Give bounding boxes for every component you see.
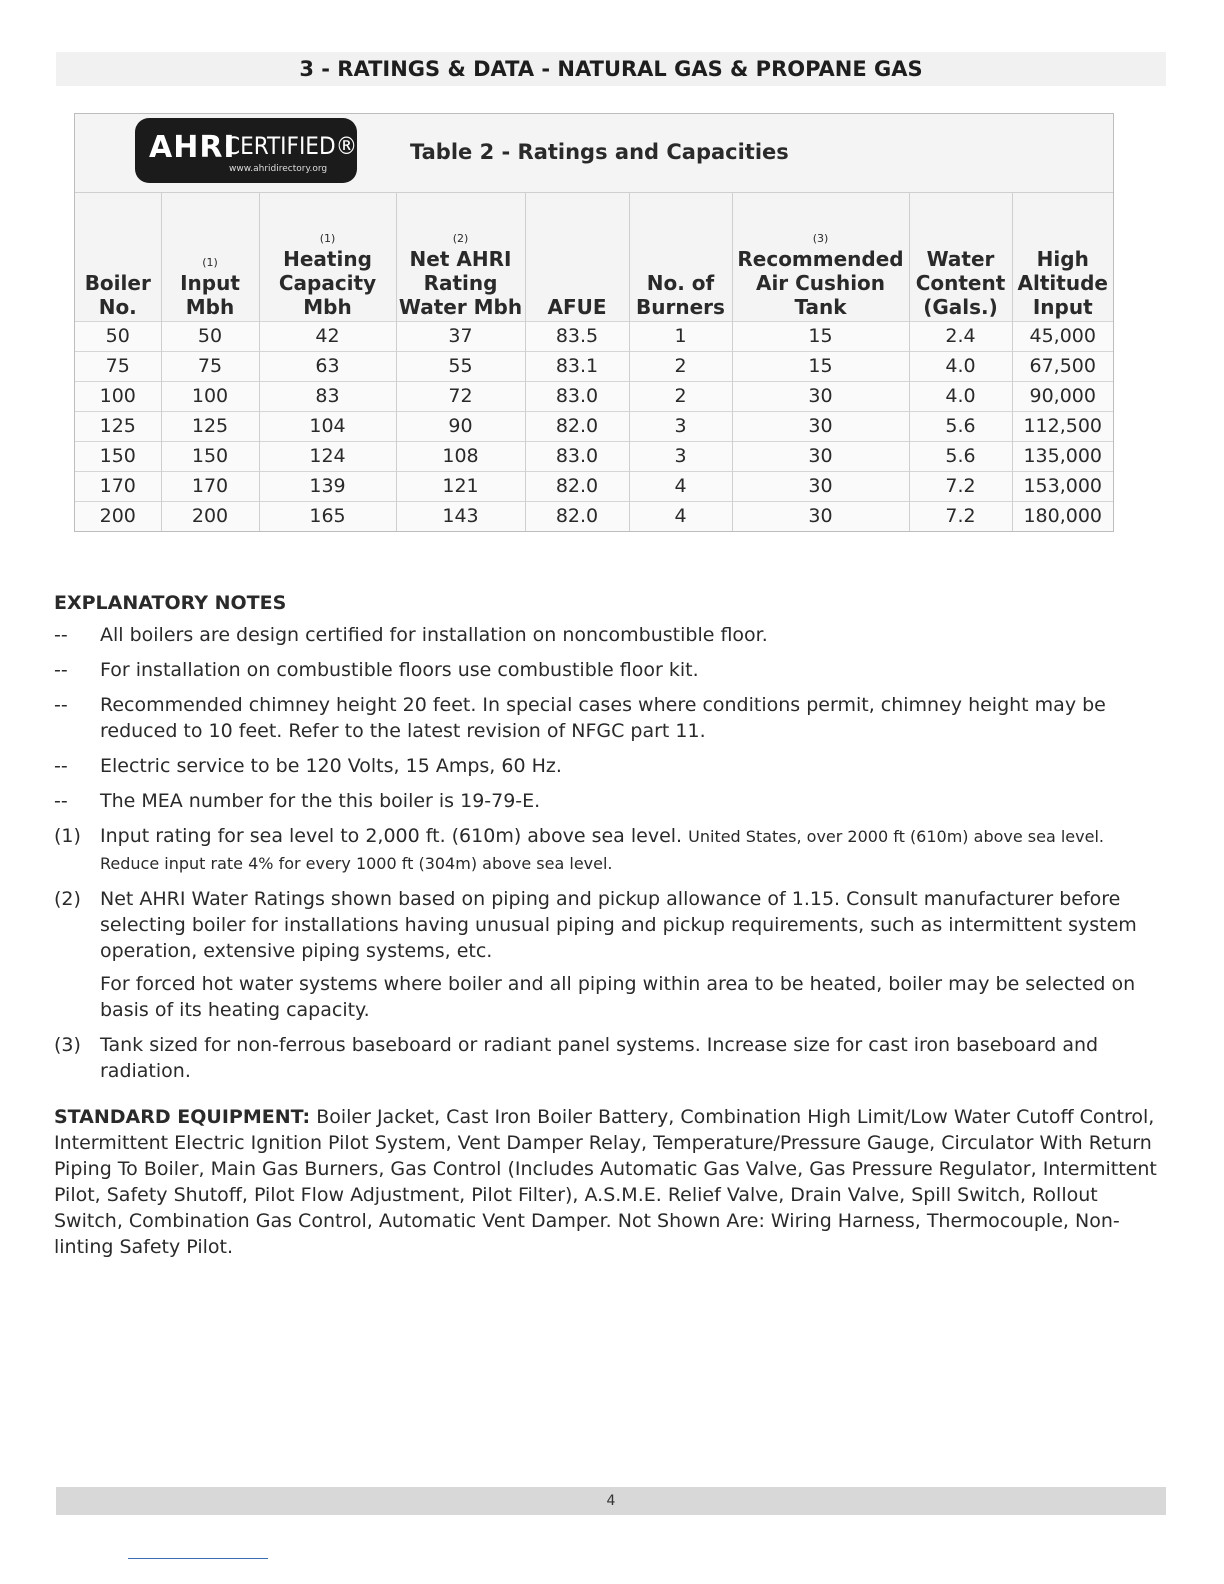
table-cell: 4.0 — [909, 352, 1012, 382]
table-cell: 7.2 — [909, 502, 1012, 532]
explanatory-notes — [54, 590, 1164, 1260]
standard-equipment — [54, 1104, 1164, 1260]
table-cell: 170 — [161, 472, 259, 502]
table-cell: 83.0 — [525, 382, 629, 412]
table-cell: 75 — [161, 352, 259, 382]
column-label: Heating Capacity Mbh — [278, 247, 377, 319]
column-footnote-marker: (1) — [319, 232, 336, 245]
dash-note-text: Electric service to be 120 Volts, 15 Amps, 60 Hz. — [100, 755, 562, 777]
table-header — [75, 114, 1113, 193]
table-cell: 50 — [75, 322, 161, 352]
table-cell: 15 — [732, 352, 909, 382]
table-cell: 135,000 — [1012, 442, 1113, 472]
table-row — [75, 412, 1113, 442]
table-cell: 2.4 — [909, 322, 1012, 352]
table-cell: 82.0 — [525, 502, 629, 532]
table-cell: 30 — [732, 472, 909, 502]
table-row — [75, 352, 1113, 382]
table-cell: 75 — [75, 352, 161, 382]
table-cell: 2 — [629, 382, 732, 412]
column-label: AFUE — [547, 295, 607, 319]
table-cell: 200 — [161, 502, 259, 532]
table-cell: 83 — [259, 382, 396, 412]
notes-heading: EXPLANATORY NOTES — [54, 592, 287, 614]
table-body — [75, 322, 1113, 532]
table-cell: 30 — [732, 412, 909, 442]
column-label: Boiler No. — [84, 271, 151, 319]
note-1-text: Input rating for sea level to 2,000 ft. (610m) above sea level. — [100, 825, 683, 847]
ratings-table-container — [74, 113, 1114, 532]
dash-notes-list — [54, 622, 1164, 814]
bottom-divider — [128, 1558, 268, 1559]
table-cell: 139 — [259, 472, 396, 502]
table-cell: 37 — [396, 322, 525, 352]
table-cell: 15 — [732, 322, 909, 352]
dash-marker: -- — [54, 755, 68, 777]
column-header-0 — [75, 193, 161, 322]
table-cell: 30 — [732, 442, 909, 472]
table-cell: 90 — [396, 412, 525, 442]
dash-note — [54, 788, 1164, 814]
table-cell: 125 — [161, 412, 259, 442]
column-label: Recommended Air Cushion Tank — [737, 247, 904, 319]
table-cell: 5.6 — [909, 442, 1012, 472]
dash-note-text: For installation on combustible floors use combustible floor kit. — [100, 659, 699, 681]
column-header-7 — [909, 193, 1012, 322]
standard-equipment-label: STANDARD EQUIPMENT: — [54, 1106, 311, 1128]
table-cell: 63 — [259, 352, 396, 382]
table-cell: 170 — [75, 472, 161, 502]
table-cell: 112,500 — [1012, 412, 1113, 442]
table-cell: 90,000 — [1012, 382, 1113, 412]
table-cell: 82.0 — [525, 412, 629, 442]
table-cell: 55 — [396, 352, 525, 382]
dash-note — [54, 657, 1164, 683]
table-cell: 143 — [396, 502, 525, 532]
column-header-5 — [629, 193, 732, 322]
table-cell: 7.2 — [909, 472, 1012, 502]
ratings-table — [75, 193, 1113, 531]
table-cell: 108 — [396, 442, 525, 472]
ahri-url-text: www.ahridirectory.org — [229, 164, 328, 174]
standard-equipment-text: Boiler Jacket, Cast Iron Boiler Battery, Combination High Limit/Low Water Cutoff Control, Intermittent Electric Ignition Pilot System, Vent Damper Relay, Temperature/Pressure Gauge, Circulator With Return Piping To Boiler, Main Gas Burners, Gas Control (Includes Automatic Gas Valve, Gas Pressure Regulator, Intermittent Pilot, Safety Shutoff, Pilot Flow Adjustment, Pilot Filter), A.S.M.E. Relief Valve, Drain Valve, Spill Switch, Rollout Switch, Combination Gas Control, Automatic Vent Damper. Not Shown Are: Wiring Harness, Thermocouple, Non-linting Safety Pilot. — [54, 1106, 1157, 1258]
table-cell: 165 — [259, 502, 396, 532]
table-row — [75, 472, 1113, 502]
ahri-certified-logo — [135, 118, 357, 183]
table-cell: 67,500 — [1012, 352, 1113, 382]
section-title: 3 - RATINGS & DATA - NATURAL GAS & PROPANE GAS — [56, 52, 1166, 86]
note-1-marker: (1) — [54, 825, 81, 847]
table-cell: 153,000 — [1012, 472, 1113, 502]
table-cell: 72 — [396, 382, 525, 412]
table-cell: 50 — [161, 322, 259, 352]
table-row — [75, 382, 1113, 412]
table-row — [75, 442, 1113, 472]
table-cell: 4 — [629, 502, 732, 532]
table-cell: 82.0 — [525, 472, 629, 502]
table-cell: 3 — [629, 442, 732, 472]
table-header-row — [75, 193, 1113, 322]
column-header-6 — [732, 193, 909, 322]
note-1-small-text: United States, over 2000 ft (610m) above sea level. Reduce input rate 4% for every 1000 ft (304m) above sea level. — [100, 827, 1104, 873]
column-header-2 — [259, 193, 396, 322]
table-cell: 150 — [75, 442, 161, 472]
table-cell: 1 — [629, 322, 732, 352]
column-header-3 — [396, 193, 525, 322]
table-cell: 125 — [75, 412, 161, 442]
note-2-marker: (2) — [54, 888, 81, 910]
ahri-logo-text: AHRI — [149, 130, 236, 165]
dash-note — [54, 692, 1164, 744]
column-label: Water Content (Gals.) — [915, 247, 1006, 319]
table-cell: 200 — [75, 502, 161, 532]
dash-note-text: All boilers are design certified for installation on noncombustible floor. — [100, 624, 768, 646]
column-label: High Altitude Input — [1017, 247, 1108, 319]
table-cell: 104 — [259, 412, 396, 442]
note-2-text: Net AHRI Water Ratings shown based on piping and pickup allowance of 1.15. Consult manufacturer before selecting boiler for installations having unusual piping and pickup requirements, such as intermittent system operation, extensive piping systems, etc. — [100, 888, 1137, 962]
table-cell: 3 — [629, 412, 732, 442]
column-header-8 — [1012, 193, 1113, 322]
dash-marker: -- — [54, 694, 68, 716]
column-footnote-marker: (3) — [812, 232, 829, 245]
dash-note-text: The MEA number for the this boiler is 19-79-E. — [100, 790, 541, 812]
column-footnote-marker: (1) — [202, 256, 218, 269]
table-row — [75, 322, 1113, 352]
table-cell: 2 — [629, 352, 732, 382]
table-cell: 45,000 — [1012, 322, 1113, 352]
page-number: 4 — [606, 1493, 616, 1509]
table-cell: 83.5 — [525, 322, 629, 352]
table-cell: 100 — [75, 382, 161, 412]
table-cell: 30 — [732, 382, 909, 412]
table-title: Table 2 - Ratings and Capacities — [410, 140, 789, 164]
table-cell: 5.6 — [909, 412, 1012, 442]
table-cell: 121 — [396, 472, 525, 502]
note-2-continued-text: For forced hot water systems where boiler and all piping within area to be heated, boiler may be selected on basis of its heating capacity. — [100, 973, 1136, 1021]
table-cell: 180,000 — [1012, 502, 1113, 532]
column-label: Input Mbh — [180, 271, 240, 319]
table-cell: 4.0 — [909, 382, 1012, 412]
table-cell: 42 — [259, 322, 396, 352]
table-cell: 150 — [161, 442, 259, 472]
table-cell: 30 — [732, 502, 909, 532]
ahri-cert-text: CERTIFIED® — [225, 132, 358, 160]
column-header-4 — [525, 193, 629, 322]
table-cell: 83.1 — [525, 352, 629, 382]
dash-note — [54, 622, 1164, 648]
dash-note-text: Recommended chimney height 20 feet. In special cases where conditions permit, chimney height may be reduced to 10 feet. Refer to the latest revision of NFGC part 11. — [100, 694, 1106, 742]
column-label: No. of Burners — [636, 271, 725, 319]
note-3-marker: (3) — [54, 1034, 81, 1056]
column-label: Net AHRI Rating Water Mbh — [398, 247, 523, 319]
note-2 — [54, 886, 1164, 964]
dash-marker: -- — [54, 790, 68, 812]
dash-note — [54, 753, 1164, 779]
note-1 — [54, 823, 1164, 877]
table-cell: 124 — [259, 442, 396, 472]
table-cell: 83.0 — [525, 442, 629, 472]
table-row — [75, 502, 1113, 532]
dash-marker: -- — [54, 624, 68, 646]
page-footer — [56, 1487, 1166, 1515]
column-header-1 — [161, 193, 259, 322]
table-cell: 4 — [629, 472, 732, 502]
note-3-text: Tank sized for non-ferrous baseboard or radiant panel systems. Increase size for cast iron baseboard and radiation. — [100, 1034, 1099, 1082]
note-3 — [54, 1032, 1164, 1084]
column-footnote-marker: (2) — [452, 232, 469, 245]
dash-marker: -- — [54, 659, 68, 681]
note-2-continued — [54, 971, 1164, 1023]
table-cell: 100 — [161, 382, 259, 412]
